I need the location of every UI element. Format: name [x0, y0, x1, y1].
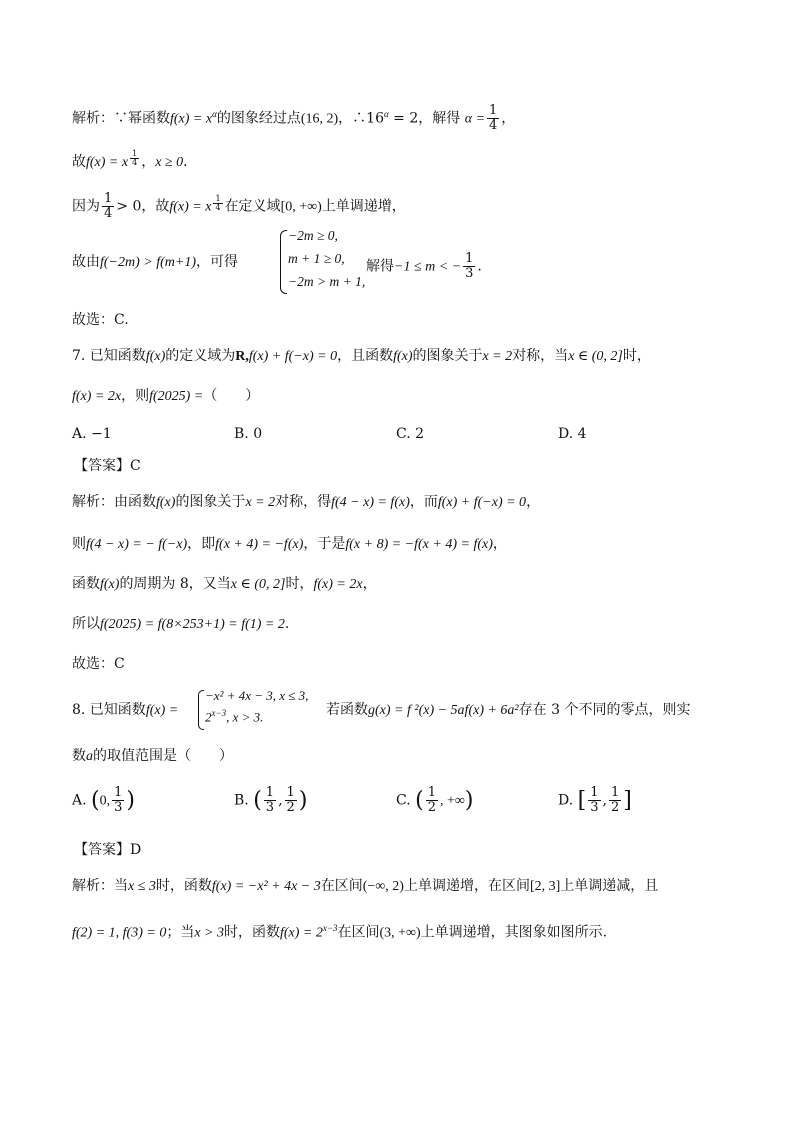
exp-fraction [130, 150, 139, 167]
text: ， [501, 110, 516, 127]
bracket: ) [298, 788, 308, 813]
math: f(x) = 2 [280, 925, 323, 941]
text: 若函数 [326, 702, 368, 718]
text: ，则 [121, 388, 150, 404]
q7-line-2 [72, 386, 259, 407]
text: 故 [72, 154, 86, 170]
exp-fraction [213, 195, 222, 212]
text: ，于是 [303, 536, 346, 552]
frac-num: 1 [104, 191, 113, 206]
text: 函数 [72, 576, 100, 592]
text: 解析：由函数 [72, 494, 156, 510]
frac-den: 3 [465, 266, 474, 281]
frac-num: 1 [465, 251, 474, 266]
system-row-2: m + 1 ≥ 0, [288, 251, 345, 266]
frac-den: 4 [132, 158, 138, 167]
text: ，即 [187, 536, 216, 552]
math: f(4 − x) = − f(−x) [86, 537, 188, 552]
text: 在区间 [337, 924, 380, 941]
choice-c [396, 786, 473, 815]
p6-answer: 故选：C. [72, 312, 129, 328]
fraction [609, 786, 621, 815]
text: 在区间 [320, 878, 363, 894]
piecewise-function [198, 688, 326, 730]
math: f(x) [393, 349, 413, 364]
text: 时，函数 [224, 924, 280, 941]
text: 解得 [366, 258, 394, 275]
frac-den: 3 [114, 800, 123, 815]
text: ；当 [166, 924, 195, 941]
p6-line-4 [72, 252, 238, 273]
math: α [383, 109, 389, 119]
math: x−3 [211, 708, 227, 718]
text: 上单调递增，其图象如图所示. [420, 924, 608, 941]
q7-answer: 故选：C [72, 656, 125, 672]
math: a [86, 749, 93, 764]
frac-num: 1 [114, 785, 123, 800]
text: 的取值范围是（ ） [93, 748, 233, 764]
frac-den: 4 [215, 202, 221, 212]
math: f(x + 4) = −f(x) [215, 537, 304, 552]
fraction [588, 786, 600, 815]
choice-label: A. [72, 792, 87, 809]
bracket: ) [464, 788, 474, 813]
math: α [212, 109, 217, 119]
piecewise-row-2 [205, 708, 263, 725]
text: 数 [72, 748, 86, 764]
text: ，∴16 [338, 110, 384, 127]
math: f(x) = x [169, 199, 212, 215]
text: 的图象关于 [412, 348, 483, 364]
text: 7. 已知函数 [72, 348, 146, 364]
q7-solution-3 [72, 574, 377, 595]
math: f(x) [100, 577, 120, 592]
math: , [278, 792, 283, 809]
bracket: ( [253, 788, 262, 813]
math: x−3 [322, 923, 338, 933]
frac-den: 2 [610, 800, 620, 815]
left-brace [198, 690, 204, 730]
system-row-1: −2m ≥ 0, [288, 228, 338, 243]
math: f(2) = 1, f(3) = 0 [72, 925, 167, 941]
math: x ∈ (0, 2] [568, 349, 623, 364]
frac-num: 1 [610, 785, 620, 800]
choice-a [72, 786, 135, 815]
frac-den: 3 [265, 800, 275, 815]
frac-num: 1 [215, 193, 221, 203]
math: x ∈ (0, 2] [230, 577, 286, 592]
q8-line-1 [72, 700, 178, 721]
text: 上单调递增， [321, 198, 406, 215]
choice-a: A. −1 [72, 426, 112, 442]
math: g(x) = f ²(x) − 5af(x) + 6a² [368, 703, 519, 718]
math: 0, [99, 793, 111, 809]
q8-line-1-rest [326, 700, 690, 721]
q7-solution-1 [72, 492, 540, 513]
text: 对称，得 [275, 494, 332, 510]
text: 则 [72, 536, 86, 552]
math: x = 2 [482, 349, 513, 364]
math: , +∞ [440, 793, 465, 809]
system-row-3: −2m > m + 1, [288, 274, 366, 289]
text: 在定义域 [224, 198, 281, 215]
text: ， [362, 576, 377, 592]
fraction [463, 252, 475, 281]
p6-line-4-result [366, 252, 482, 281]
text: ， [526, 494, 541, 510]
text: 时， [285, 576, 314, 592]
math: 2 [205, 709, 212, 725]
math: f(x) = x [170, 111, 213, 127]
q7-solution-4 [72, 614, 289, 635]
math: f(x) [156, 495, 176, 510]
text: = 2，解得 [388, 110, 461, 127]
math: , x > 3. [226, 709, 264, 725]
frac-num: 1 [590, 785, 599, 800]
text: 解析：∵幂函数 [72, 110, 170, 127]
text: > 0，故 [116, 198, 170, 215]
text: ，可得 [196, 254, 238, 270]
q8-line-2 [72, 746, 233, 767]
math: x ≤ 3 [128, 879, 156, 894]
text: . [284, 616, 290, 632]
fraction [264, 786, 276, 815]
math: f(x) + f(−x) = 0 [248, 349, 338, 364]
text: ． [183, 154, 198, 170]
text: 所以 [72, 616, 100, 632]
math: f(2025) = f(8×253+1) = f(1) = 2 [100, 617, 285, 632]
text: 上单调递增，在区间 [403, 878, 530, 894]
math: f(2025) = [149, 389, 204, 404]
frac-num: 1 [132, 149, 138, 158]
frac-den: 4 [489, 118, 498, 134]
choice-c: C. 2 [396, 426, 425, 442]
p6-line-1 [72, 104, 515, 133]
choice-b: B. 0 [234, 426, 263, 442]
math: x ≥ 0 [155, 155, 184, 170]
frac-num: 1 [265, 785, 275, 800]
text: 的周期为 8，又当 [119, 576, 231, 592]
math: f(x) = −x² + 4x − 3 [211, 879, 321, 894]
text: ，且函数 [337, 348, 394, 364]
text: 时， [622, 348, 651, 364]
fraction [487, 104, 499, 133]
math: (16, 2) [300, 111, 339, 127]
text: 存在 3 个不同的零点，则实 [518, 702, 691, 718]
q8-solution-1 [72, 876, 658, 897]
math: f(x) = 2x [72, 389, 122, 404]
bracket: ] [623, 788, 632, 813]
text: ，而 [409, 494, 438, 510]
left-brace [280, 230, 287, 294]
math: x > 3 [194, 925, 224, 941]
frac-den: 2 [427, 800, 436, 815]
text: 时，函数 [155, 878, 212, 894]
text: . [477, 258, 482, 275]
bracket: ( [415, 788, 424, 813]
q8-answer-label: 【答案】D [74, 842, 142, 858]
math: f(−2m) > f(m+1) [100, 255, 196, 270]
frac-den: 3 [590, 800, 599, 815]
math: f(x) + f(−x) = 0 [437, 495, 527, 510]
bracket: ( [91, 788, 100, 813]
math: [0, +∞) [280, 199, 322, 215]
bracket: [ [577, 788, 587, 813]
choice-b [234, 786, 307, 815]
choice-d [558, 786, 632, 815]
text: 故由 [72, 254, 100, 270]
p6-line-2 [72, 150, 197, 173]
frac-num: 1 [427, 785, 436, 800]
piecewise-row-1: −x² + 4x − 3, x ≤ 3, [205, 688, 309, 703]
q8-solution-2 [72, 918, 607, 944]
choice-label: B. [234, 792, 249, 809]
math: −1 ≤ m < − [394, 259, 462, 275]
math: f(4 − x) = f(x) [331, 495, 410, 510]
fraction [112, 786, 124, 815]
math: (−∞, 2) [362, 879, 404, 894]
math: f(x) = 2x [313, 577, 363, 592]
math: f(x + 8) = −f(x + 4) = f(x) [345, 537, 493, 552]
math: [2, 3] [529, 879, 561, 894]
fraction [426, 786, 438, 815]
math: , [602, 792, 607, 809]
text: 解析：当 [72, 878, 128, 894]
math: (3, +∞) [379, 925, 421, 941]
text: ， [141, 154, 156, 170]
text: 的定义域为 [165, 348, 236, 364]
p6-line-3 [72, 192, 406, 221]
frac-num: 1 [489, 103, 498, 119]
q7-answer-label: 【答案】C [74, 458, 141, 474]
fraction [285, 786, 297, 815]
q7-line-1 [72, 346, 651, 367]
math: f(x) = [145, 703, 179, 718]
text: 因为 [72, 198, 100, 215]
choice-d: D. 4 [558, 426, 587, 442]
text: ， [492, 536, 507, 552]
math: f(x) = x [86, 155, 129, 170]
frac-den: 4 [104, 206, 113, 221]
math: x = 2 [245, 495, 276, 510]
text: 的图象关于 [175, 494, 246, 510]
math: R, [235, 349, 249, 364]
frac-den: 2 [286, 800, 295, 815]
text: 8. 已知函数 [72, 702, 146, 718]
text: （ ） [203, 388, 260, 404]
math: f(x) [145, 349, 166, 364]
q7-solution-2 [72, 534, 507, 555]
text: 对称，当 [512, 348, 569, 364]
choice-label: C. [396, 792, 411, 809]
math: α = [464, 111, 486, 127]
frac-num: 1 [286, 785, 295, 800]
text: 的图象经过点 [216, 110, 301, 127]
bracket: ) [126, 788, 135, 813]
fraction [102, 192, 114, 221]
choice-label: D. [558, 792, 574, 809]
text: 上单调递减，且 [560, 878, 659, 894]
